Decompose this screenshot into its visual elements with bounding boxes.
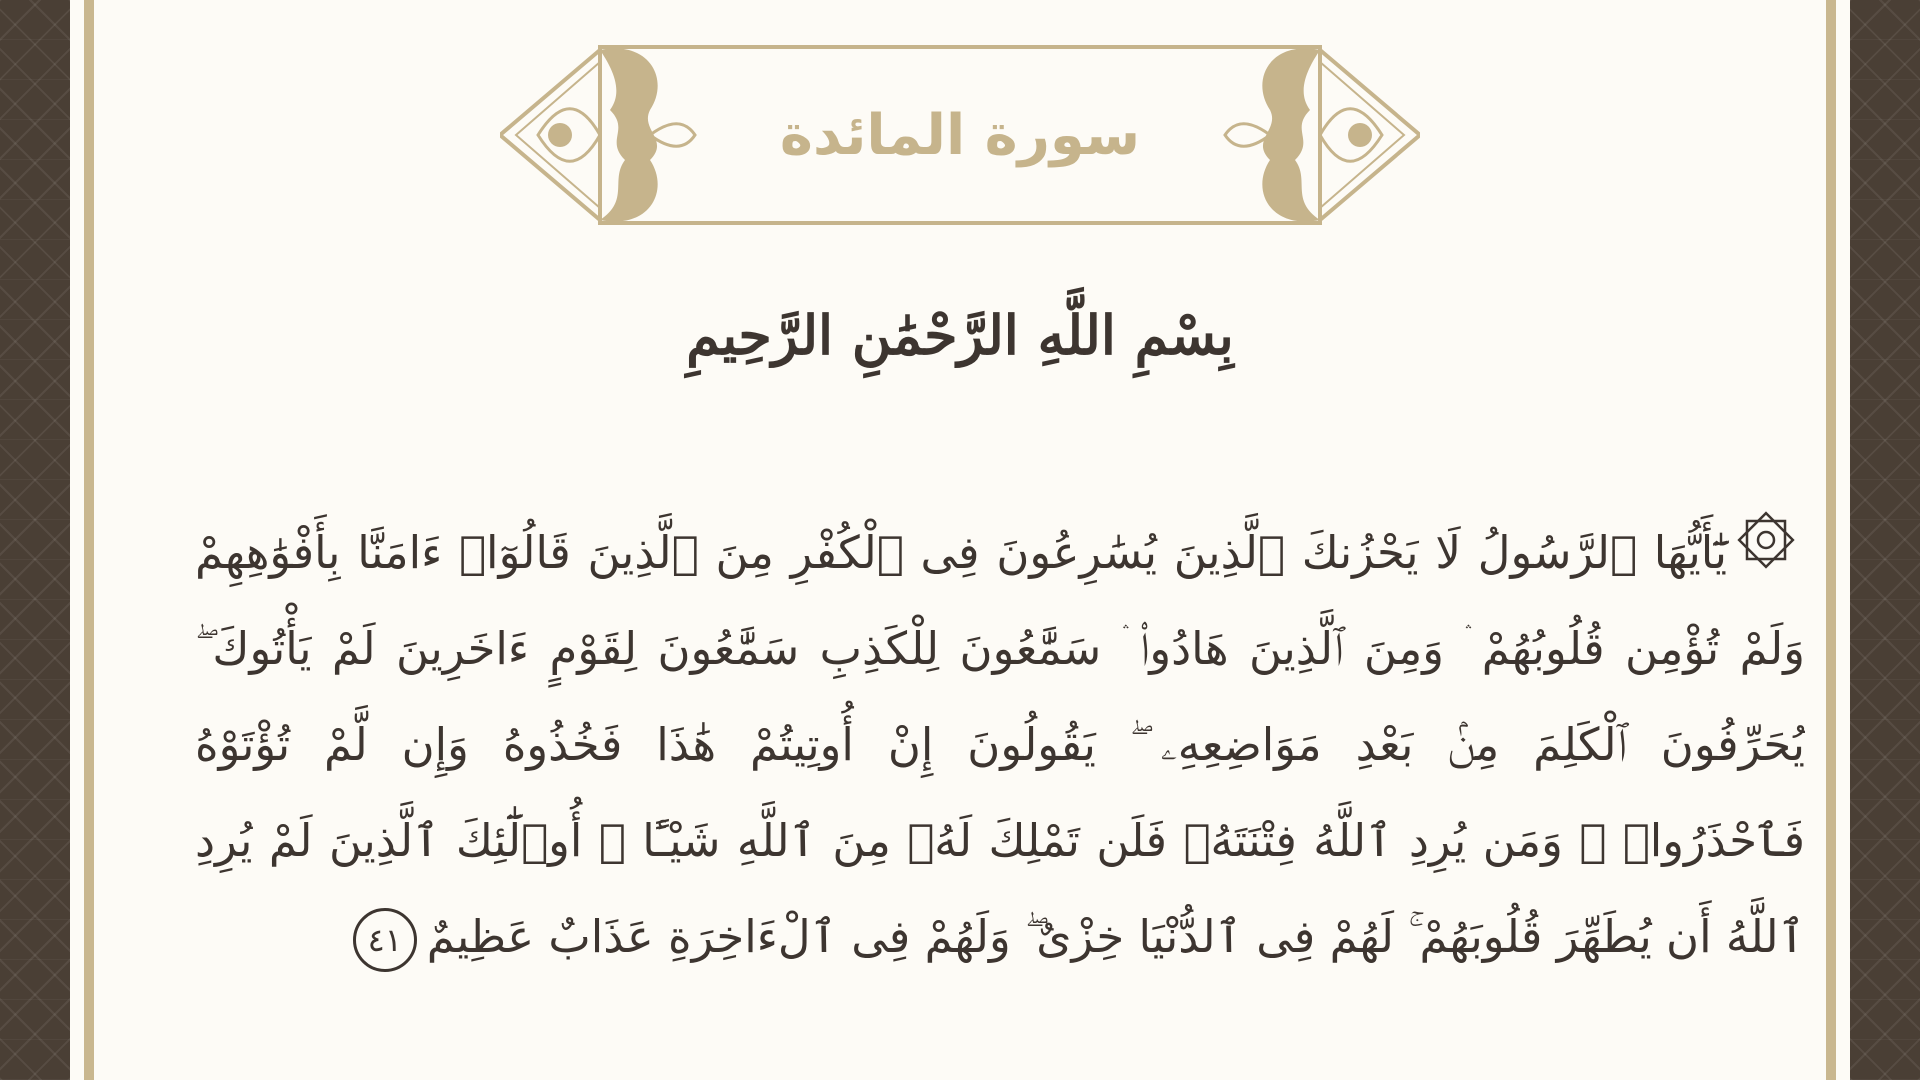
right-ornamental-border xyxy=(1850,0,1920,1080)
verse-line: يُحَرِّفُونَ ٱلْكَلِمَ مِنۢ بَعْدِ مَوَاضِعِهِۦ ۖ يَقُولُونَ إِنْ أُوتِيتُمْ هَٰذَا فَخُذُوهُ وَإِن لَّمْ تُؤْتَوْهُ xyxy=(195,718,1805,771)
verse-line-text: ٱللَّهُ أَن يُطَهِّرَ قُلُوبَهُمْ ۚ لَهُمْ فِى ٱلدُّنْيَا خِزْىٌ ۖ وَلَهُمْ فِى ٱلْءَاخِرَةِ عَذَابٌ عَظِيمٌ xyxy=(426,910,1805,963)
verse-line: فَٱحْذَرُوا۟ ۚ وَمَن يُرِدِ ٱللَّهُ فِتْنَتَهُۥ فَلَن تَمْلِكَ لَهُۥ مِنَ ٱللَّهِ شَيْـًٔا ۚ أُو۟لَٰٓئِكَ ٱلَّذِينَ لَمْ يُرِدِ xyxy=(195,814,1805,867)
right-gold-rule xyxy=(1826,0,1836,1080)
basmala: بِسْمِ اللَّهِ الرَّحْمَٰنِ الرَّحِيمِ xyxy=(686,303,1234,367)
verse-line xyxy=(195,505,1805,601)
hizb-marker-icon xyxy=(1735,508,1797,601)
surah-title: سورة المائدة xyxy=(779,102,1141,168)
verse-block xyxy=(195,505,1805,985)
surah-header-frame xyxy=(500,40,1420,230)
ayah-number-marker: ٤١ xyxy=(353,908,417,972)
left-ornamental-border xyxy=(0,0,70,1080)
verse-line xyxy=(195,889,1805,985)
verse-line: وَلَمْ تُؤْمِن قُلُوبُهُمْ ۛ وَمِنَ ٱلَّذِينَ هَادُوا۟ ۛ سَمَّٰعُونَ لِلْكَذِبِ سَمَّٰعُونَ لِقَوْمٍ ءَاخَرِينَ لَمْ يَأْتُوكَ ۖ xyxy=(195,622,1805,675)
left-gold-rule xyxy=(84,0,94,1080)
verse-line-text: يَٰٓأَيُّهَا ٱلرَّسُولُ لَا يَحْزُنكَ ٱلَّذِينَ يُسَٰرِعُونَ فِى ٱلْكُفْرِ مِنَ ٱلَّذِينَ قَالُوٓا۟ ءَامَنَّا بِأَفْوَٰهِهِمْ xyxy=(195,526,1727,579)
